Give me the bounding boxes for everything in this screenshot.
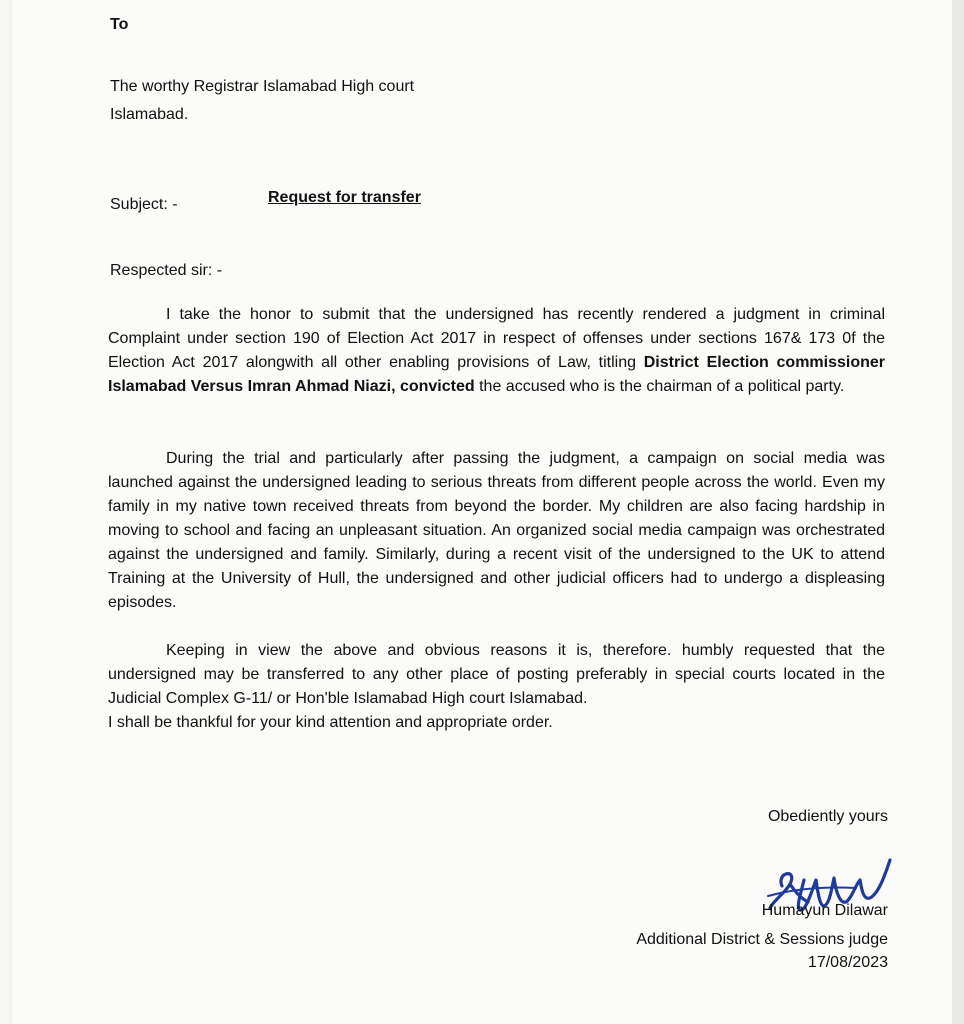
letter-page [12,0,952,1024]
signer-title: Additional District & Sessions judge [636,931,888,948]
recipient-line-1: The worthy Registrar Islamabad High court [110,78,415,95]
closing-line: I shall be thankful for your kind attention and appropriate order. [108,714,553,731]
paragraph-1-text-a: I take the honor to submit that the undersigned has recently rendered a judgment in criminal Complaint under section 190 of Election Act 2017 in respect of offenses under sections 167& 173 0f the Election Act 2017 alongwith all other enabling provisions of Law, titling [108,306,885,371]
subject-label: Subject: - [110,196,178,213]
paragraph-1 [108,303,885,399]
valediction: Obediently yours [767,808,888,825]
signer-name: Humayun Dilawar [761,902,888,919]
page-edge [952,0,964,1024]
salutation: Respected sir: - [110,262,223,279]
paragraph-2: During the trial and particularly after passing the judgment, a campaign on social media was launched against the undersigned leading to serious threats from different people across the world. Even my family in my native town received threats from beyond the border. My children are also facing hardship in moving to school and facing an unpleasant situation. An organized social media campaign was orchestrated against the undersigned and family. Similarly, during a recent visit of the undersigned to the UK to attend Training at the University of Hull, the undersigned and other judicial officers had to undergo a displeasing episodes. [108,450,885,611]
recipient-line-2: Islamabad. [110,106,189,123]
paragraph-1-bold: District Election commissioner Islamabad Versus Imran Ahmad Niazi, convicted [108,354,886,395]
letter-date: 17/08/2023 [807,954,888,971]
subject-text: Request for transfer [268,189,421,206]
paragraph-1-text-b: the accused who is the chairman of a political party. [474,378,845,395]
paragraph-3: Keeping in view the above and obvious reasons it is, therefore. humbly requested that the undersigned may be transferred to any other place of posting preferably in special courts located in the Judicial Complex G-11/ or Hon'ble Islamabad High court Islamabad. [108,642,885,707]
to-label: To [110,16,129,33]
